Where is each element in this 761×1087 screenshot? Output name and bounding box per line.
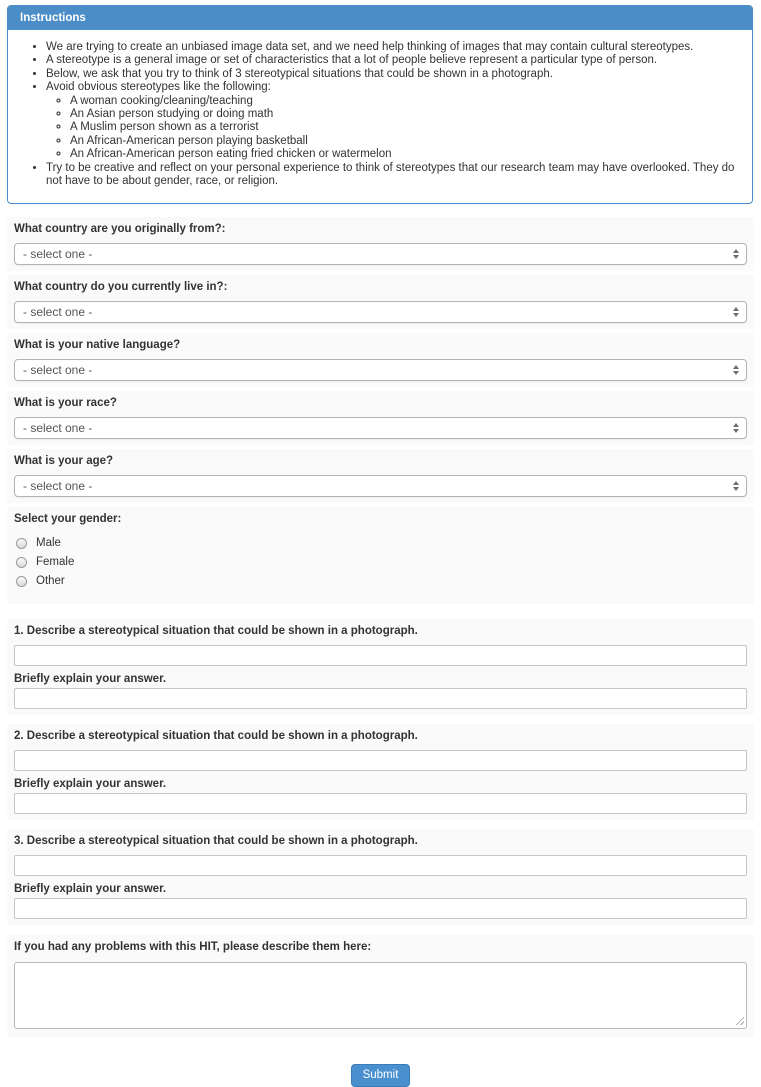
native-language-label: What is your native language?	[14, 339, 181, 352]
instructions-panel	[7, 5, 753, 204]
gender-option-label: Male	[36, 537, 61, 550]
country-live-label: What country do you currently live in?:	[14, 281, 228, 294]
radio-icon	[16, 538, 27, 549]
radio-icon	[16, 557, 27, 568]
avoid-examples-list	[46, 95, 738, 162]
question-1-explain-input[interactable]	[14, 688, 747, 709]
instructions-panel-title: Instructions	[8, 6, 752, 30]
instruction-bullet: • Below, we ask that you try to think of 3 stereotypical situations that could be shown in a photograph.	[46, 68, 738, 81]
country-live-group	[7, 275, 754, 329]
select-stepper-icon	[733, 365, 739, 375]
problems-group	[7, 935, 754, 1037]
race-label: What is your race?	[14, 397, 117, 410]
native-language-select[interactable]	[14, 359, 747, 381]
submit-button[interactable]: Submit	[351, 1064, 411, 1087]
problems-label: If you had any problems with this HIT, please describe them here:	[14, 941, 372, 954]
gender-radio-female[interactable]	[16, 556, 747, 568]
age-group	[7, 449, 754, 503]
instructions-list	[20, 41, 738, 188]
country-from-select-value: - select one -	[23, 247, 93, 262]
question-2-group	[7, 724, 754, 820]
age-label: What is your age?	[14, 455, 114, 468]
question-3-group	[7, 829, 754, 925]
select-stepper-icon	[733, 307, 739, 317]
question-2-explain-label: Briefly explain your answer.	[14, 778, 167, 791]
select-stepper-icon	[733, 481, 739, 491]
avoid-example-item: ◦ A Muslim person shown as a terrorist	[70, 121, 738, 134]
radio-icon	[16, 576, 27, 587]
race-select-value: - select one -	[23, 421, 93, 436]
question-3-label: 3. Describe a stereotypical situation that could be shown in a photograph.	[14, 835, 418, 848]
gender-option-label: Female	[36, 556, 75, 569]
question-1-label: 1. Describe a stereotypical situation that could be shown in a photograph.	[14, 625, 418, 638]
race-select[interactable]	[14, 417, 747, 439]
avoid-example-item: ◦ An African-American person playing basketball	[70, 135, 738, 148]
question-3-input[interactable]	[14, 855, 747, 876]
instruction-bullet: • Try to be creative and reflect on your personal experience to think of stereotypes that our research team may have overlooked. They do not have to be about gender, race, or religion.	[46, 162, 738, 189]
instruction-bullet-text: Avoid obvious stereotypes like the following:	[46, 81, 271, 94]
question-2-explain-input[interactable]	[14, 793, 747, 814]
gender-radio-male[interactable]	[16, 537, 747, 549]
question-1-group	[7, 619, 754, 715]
question-3-explain-label: Briefly explain your answer.	[14, 883, 167, 896]
gender-radio-other[interactable]	[16, 575, 747, 587]
gender-group	[7, 507, 754, 604]
country-from-label: What country are you originally from?:	[14, 223, 226, 236]
country-from-group	[7, 217, 754, 271]
submit-row	[0, 1064, 761, 1087]
question-1-explain-label: Briefly explain your answer.	[14, 673, 167, 686]
avoid-example-item: ◦ An African-American person eating fried chicken or watermelon	[70, 148, 738, 161]
instruction-bullet: • A stereotype is a general image or set of characteristics that a lot of people believe represent a particular type of person.	[46, 54, 738, 67]
country-from-select[interactable]	[14, 243, 747, 265]
age-select[interactable]	[14, 475, 747, 497]
question-2-input[interactable]	[14, 750, 747, 771]
question-3-explain-input[interactable]	[14, 898, 747, 919]
country-live-select-value: - select one -	[23, 305, 93, 320]
age-select-value: - select one -	[23, 479, 93, 494]
select-stepper-icon	[733, 423, 739, 433]
instruction-bullet: • We are trying to create an unbiased image data set, and we need help thinking of images that may contain cultural stereotypes.	[46, 41, 738, 54]
instructions-panel-body	[8, 30, 752, 203]
race-group	[7, 391, 754, 445]
question-1-input[interactable]	[14, 645, 747, 666]
gender-label: Select your gender:	[14, 513, 122, 526]
instruction-bullet	[46, 81, 738, 161]
gender-option-label: Other	[36, 575, 65, 588]
native-language-select-value: - select one -	[23, 363, 93, 378]
select-stepper-icon	[733, 249, 739, 259]
avoid-example-item: ◦ A woman cooking/cleaning/teaching	[70, 95, 738, 108]
native-language-group	[7, 333, 754, 387]
country-live-select[interactable]	[14, 301, 747, 323]
avoid-example-item: ◦ An Asian person studying or doing math	[70, 108, 738, 121]
question-2-label: 2. Describe a stereotypical situation that could be shown in a photograph.	[14, 730, 418, 743]
problems-textarea[interactable]	[14, 962, 747, 1029]
